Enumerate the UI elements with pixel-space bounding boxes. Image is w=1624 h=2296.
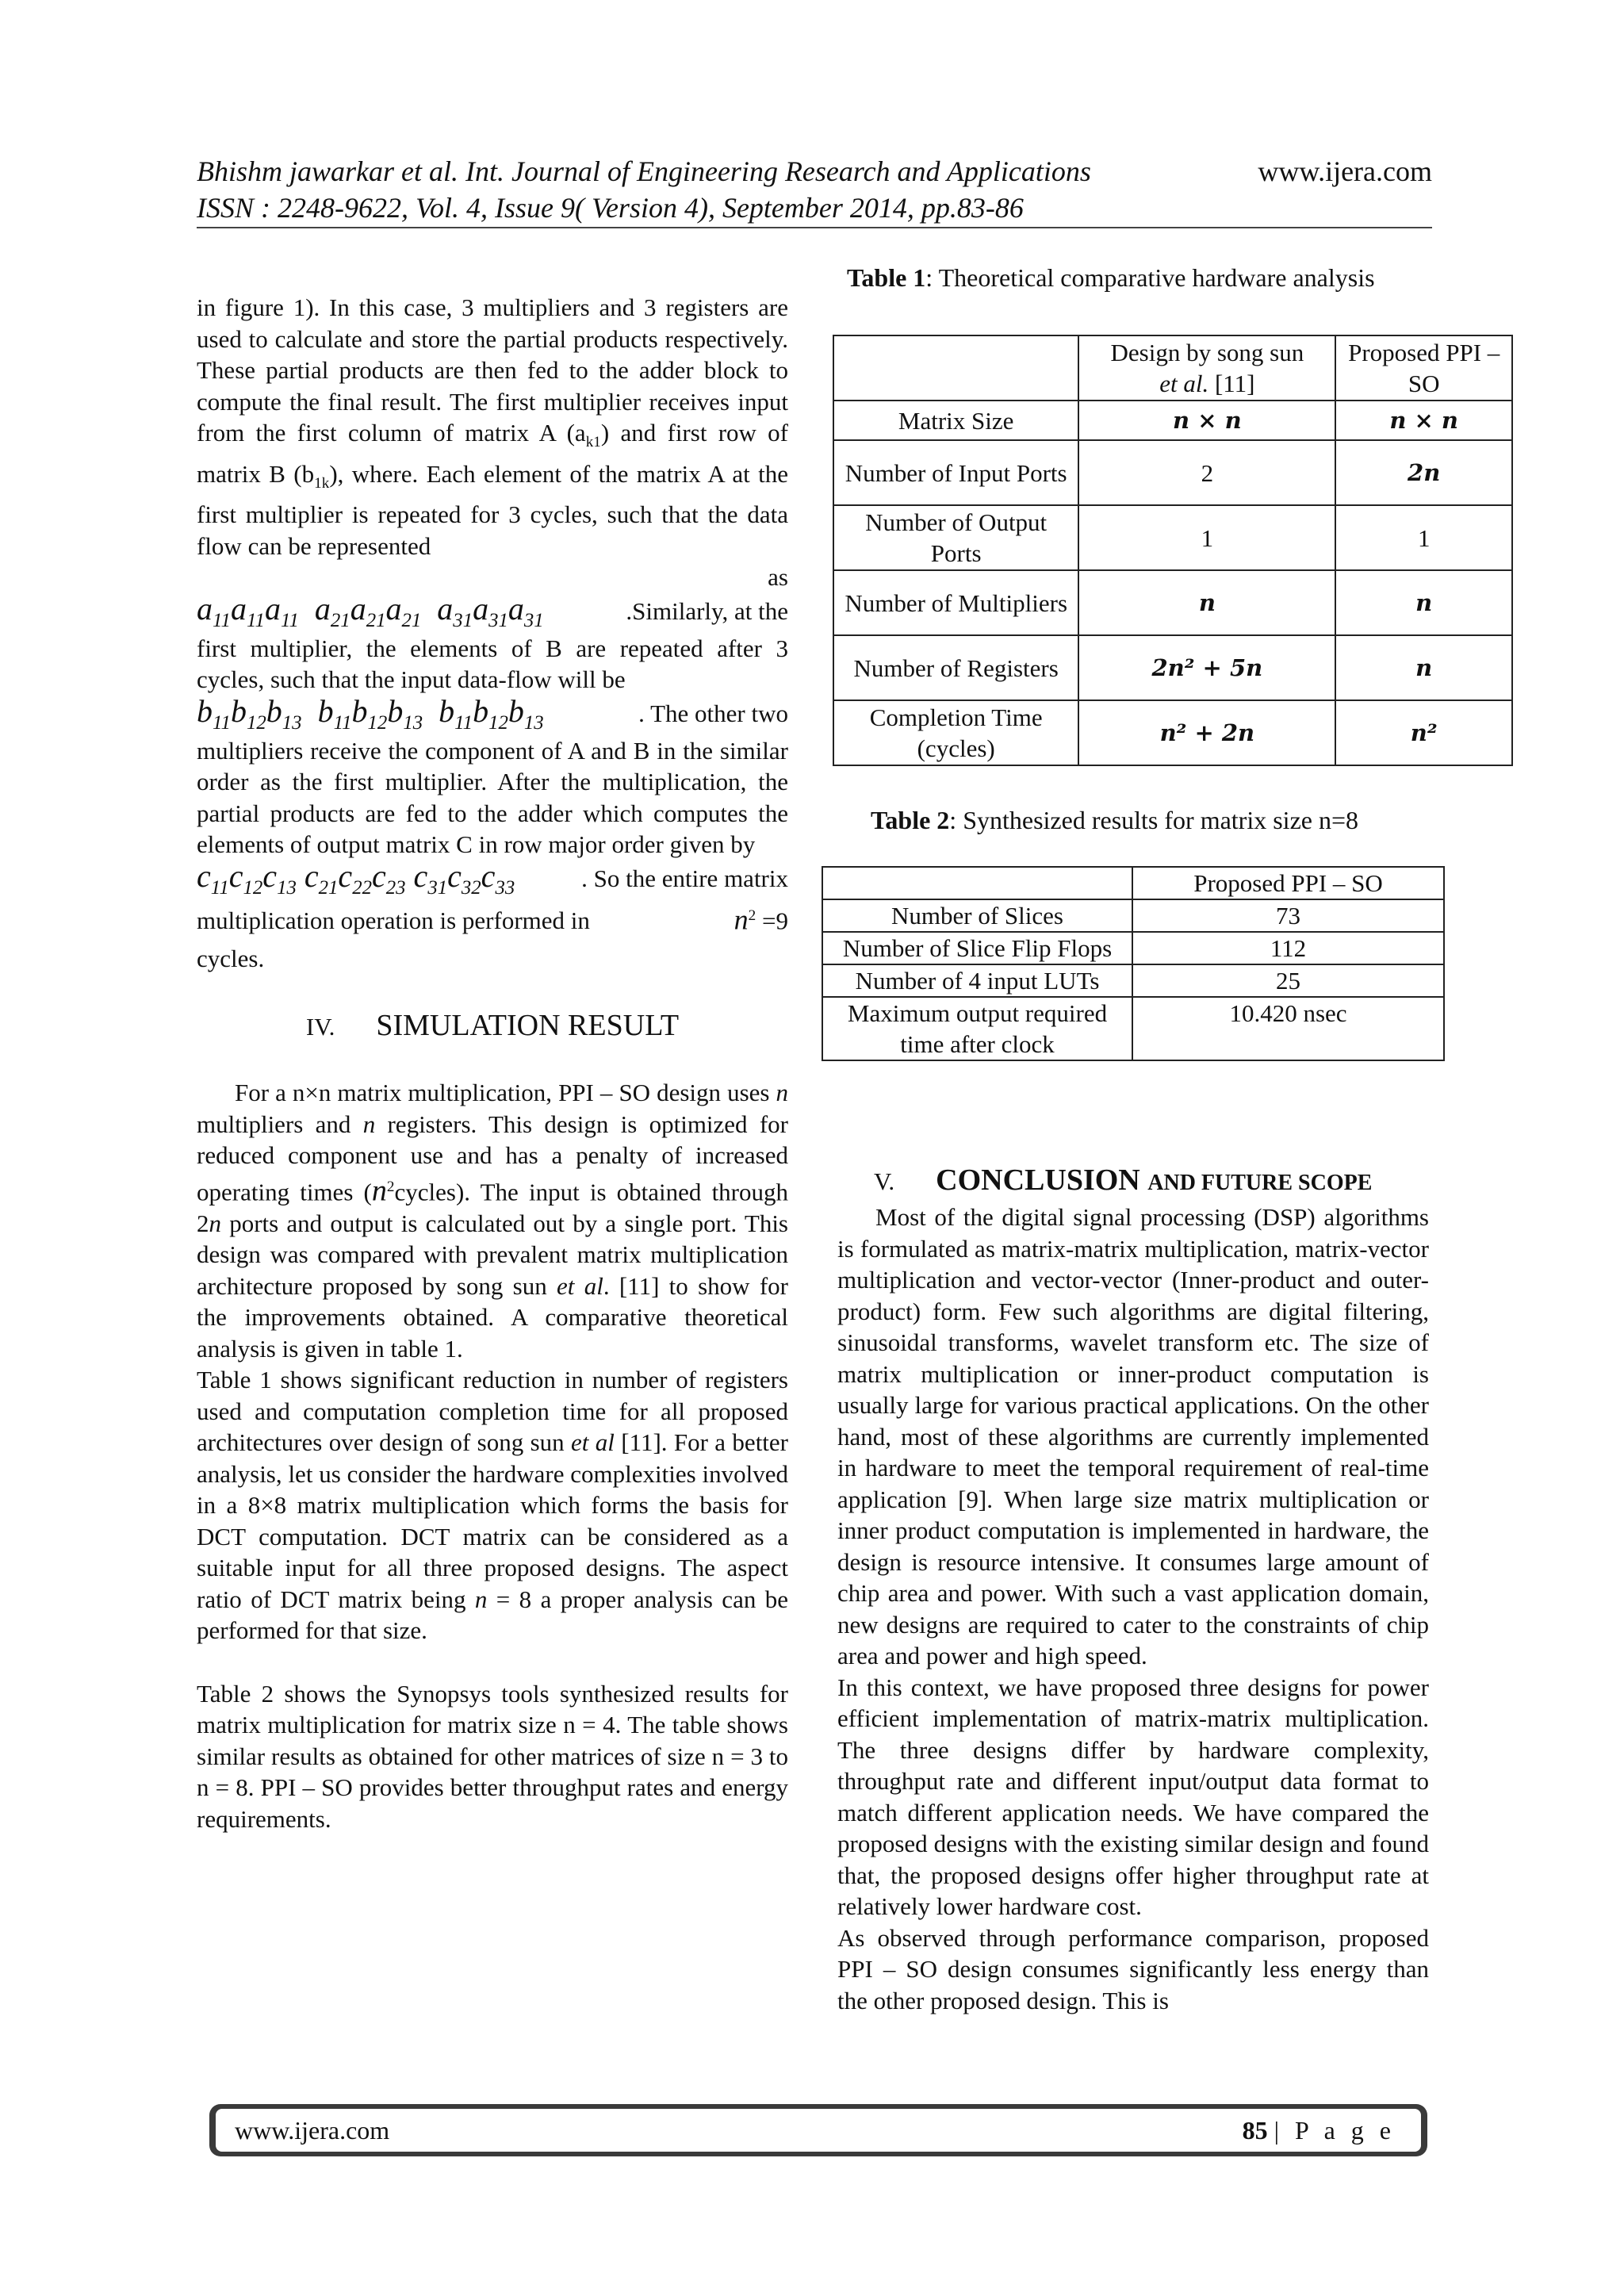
- issn-line: ISSN : 2248-9622, Vol. 4, Issue 9( Version 4), September 2014, pp.83-86: [197, 192, 1024, 224]
- paragraph: Table 1 shows significant reduction in number of registers used and computation completion time for all proposed architectures over design of song sun et al [11]. For a better analysis, let us consider the hardware complexities involved in a 8×8 matrix multiplication which forms the basis for DCT computation. DCT matrix can be considered as a suitable input for all three proposed designs. The aspect ratio of DCT matrix being n = 8 a proper analysis can be performed for that size.: [197, 1366, 789, 1645]
- equation-line-b: $b_{11}b_{12}b_{13}$ $b_{11}b_{12}b_{13}$ $b_{11}b_{12}b_{13}$ . The other two: [197, 696, 788, 735]
- equation-b-sequence: $b_{11}b_{12}b_{13}$ $b_{11}b_{12}b_{13}$ $b_{11}b_{12}b_{13}$: [197, 692, 544, 734]
- header-divider: [197, 227, 1432, 228]
- table-row: Maximum output required time after clock 10.420 nsec: [822, 997, 1444, 1060]
- table-row: Number of Multipliers n n: [833, 570, 1512, 635]
- paragraph: Most of the digital signal processing (DSP) algorithms is formulated as matrix-matrix multiplication, matrix-vector multiplication and vector-vector (Inner-product and outer-product) form. Few such algorithms are digital filtering, sinusoidal transforms, wavelet transform etc. The size of matrix multiplication or inner-product computation is usually large for various practical applications. On the other hand, most of these algorithms are currently implemented in hardware to meet the temporal requirement of real-time application [9]. When large size matrix multiplication or inner product computation is implemented in hardware, the design is resource intensive. It consumes large amount of chip area and power. With such a vast application domain, new designs are required to cater to the constraints of chip area and power and high speed.: [837, 1203, 1429, 1669]
- table-header-row: Design by song sun et al. [11] Proposed PPI – SO: [833, 335, 1512, 401]
- paragraph: in figure 1). In this case, 3 multipliers and 3 registers are used to calculate and store the partial products respectively. These partial products are then fed to the adder block to compute the final result. The first multiplier receives input from the first column of matrix A $(a_{k1})$ and first row of matrix B $(b_{1k})$, where. Each element of the matrix A at the first multiplier is repeated for 3 cycles, such that the data flow can be represented: [197, 293, 789, 560]
- table-row: Number of Registers 2n² + 5n n: [833, 635, 1512, 700]
- equation-a-sequence: $a_{11}a_{11}a_{11}$ $a_{21}a_{21}a_{21}$ $a_{31}a_{31}a_{31}$: [197, 590, 544, 631]
- table-row: Number of Input Ports 2 2n: [833, 440, 1512, 505]
- table2: [822, 866, 1445, 1061]
- paragraph: multipliers receive the component of A and B in the similar order as the first multiplier. After the multiplication, the partial products are fed to the adder which computes the elements of output matrix C in row major order given by: [197, 736, 788, 859]
- table-row: Number of Slices 73: [822, 899, 1444, 932]
- table-row: Matrix Size n × n n × n: [833, 401, 1512, 440]
- equation-line-a: $a_{11}a_{11}a_{11}$ $a_{21}a_{21}a_{21}$ $a_{31}a_{31}a_{31}$ .Similarly, at the: [197, 593, 788, 633]
- table1-caption: Table 1: Theoretical comparative hardware analysis: [847, 263, 1375, 292]
- page-footer: [209, 2104, 1427, 2156]
- paragraph: As observed through performance comparison, proposed PPI – SO design consumes significantly less energy than the other proposed design. This is: [837, 1923, 1429, 2014]
- section-heading-iv: IV. SIMULATION RESULT: [305, 1009, 680, 1043]
- table-row: Number of Output Ports 1 1: [833, 505, 1512, 570]
- table-header-row: Proposed PPI – SO: [822, 867, 1444, 899]
- table2-caption: Table 2: Synthesized results for matrix size n=8: [871, 806, 1359, 834]
- page-number: 85 | P a g e: [1242, 2115, 1396, 2145]
- paragraph: For a n×n matrix multiplication, PPI – SO design uses n multipliers and n registers. This design is optimized for reduced component use and has a penalty of increased operating times $(n^2cycles)$. The input is obtained through 2n ports and output is calculated out by a single port. This design was compared with prevalent matrix multiplication architecture proposed by song sun et al. [11] to show for the improvements obtained. A comparative theoretical analysis is given in table 1.: [197, 1079, 789, 1363]
- paragraph-fragment: as: [768, 563, 788, 592]
- paragraph-line: multiplication operation is performed in $n^2 =9$: [197, 903, 788, 936]
- header-website-link[interactable]: www.ijera.com: [1258, 155, 1432, 187]
- table1: [833, 335, 1513, 766]
- journal-citation: Bhishm jawarkar et al. Int. Journal of Engineering Research and Applications: [197, 155, 1091, 187]
- equation-line-c: $c_{11}c_{12}c_{13}$ $c_{21}c_{22}c_{23}$ $c_{31}c_{32}c_{33}$ . So the entire matrix: [197, 861, 788, 900]
- paragraph: In this context, we have proposed three designs for power efficient implementation of matrix-matrix multiplication. The three designs differ by hardware complexity, throughput rate and different input/output data format to match different application needs. We have compared the proposed designs with the existing similar design and found that, the proposed designs offer higher throughput rate at relatively lower hardware cost.: [837, 1673, 1429, 1920]
- table-row: Number of 4 input LUTs 25: [822, 964, 1444, 997]
- page-header: [197, 153, 1432, 226]
- right-column: [837, 1162, 1429, 2016]
- left-column: in figure 1). In this case, 3 multipliers and 3 registers are used to calculate and store the partial products respectively. These partial products are then fed to the adder block to compute the final result. The first multiplier receives input from the first column of matrix A $(a_{k1})$ and first row of matrix B $(b_{1k})$, where. Each element of the matrix A at the first multiplier is repeated for 3 cycles, such that the data flow can be represented as $a_{11}a_{11}a_{11}$ $a_{21}a_{21}a_{21}$ $a_{31}a_{31}a_{31}$ .Similarly, at the first multiplier, the elements of B are repeated after 3 cycles, such that the input data-flow will be $b_{11}b_{12}b_{13}$ $b_{11}b_{12}b_{13}$ $b_{11}b_{12}b_{13}$ . The other two multipliers receive the component of A and B in the similar order as the first multiplier. After the multiplication, the partial products are fed to the adder which computes the elements of output matrix C in row major order given by $c_{11}c_{12}c_{13}$ $c_{21}c_{22}c_{23}$ $c_{31}c_{32}c_{33}$ . So the entire matrix multiplication operation is performed in $n^2 =9$ cycles. IV. SIMULATION RESULT For a n×n matrix multiplication, PPI – SO design uses n multipliers and n registers. This design is optimized for reduced component use and has a penalty of increased operating times $(n^2cycles)$. The input is obtained through 2n ports and output is calculated out by a single port. This design was compared with prevalent matrix multiplication architecture proposed by song sun et al. [11] to show for the improvements obtained. A comparative theoretical analysis is given in table 1. Table 1 shows significant reduction in number of registers used and computation completion time for all proposed architectures over design of song sun et al [11]. For a better analysis, let us consider the hardware complexities involved in a 8×8 matrix multiplication which forms the basis for DCT computation. DCT matrix can be considered as a suitable input for all three proposed designs. The aspect ratio of DCT matrix being n = 8 a proper analysis can be performed for that size. Table 2 shows the Synopsys tools synthesized results for matrix multiplication for matrix size n = 4. The table shows similar results as obtained for other matrices of size n = 3 to n = 8. PPI – SO provides better throughput rates and energy requirements.: [197, 292, 788, 1834]
- paragraph: first multiplier, the elements of B are repeated after 3 cycles, such that the input data-flow will be: [197, 634, 788, 694]
- table-row: Completion Time (cycles) n² + 2n n²: [833, 700, 1512, 765]
- footer-website-link[interactable]: www.ijera.com: [235, 2115, 390, 2145]
- section-heading-v: V. CONCLUSION AND FUTURE SCOPE: [874, 1163, 1373, 1197]
- table-row: Number of Slice Flip Flops 112: [822, 932, 1444, 964]
- paragraph: Table 2 shows the Synopsys tools synthesized results for matrix multiplication for matrix size n = 4. The table shows similar results as obtained for other matrices of size n = 3 to n = 8. PPI – SO provides better throughput rates and energy requirements.: [197, 1679, 788, 1833]
- equation-c-sequence: $c_{11}c_{12}c_{13}$ $c_{21}c_{22}c_{23}$ $c_{31}c_{32}c_{33}$: [197, 857, 515, 899]
